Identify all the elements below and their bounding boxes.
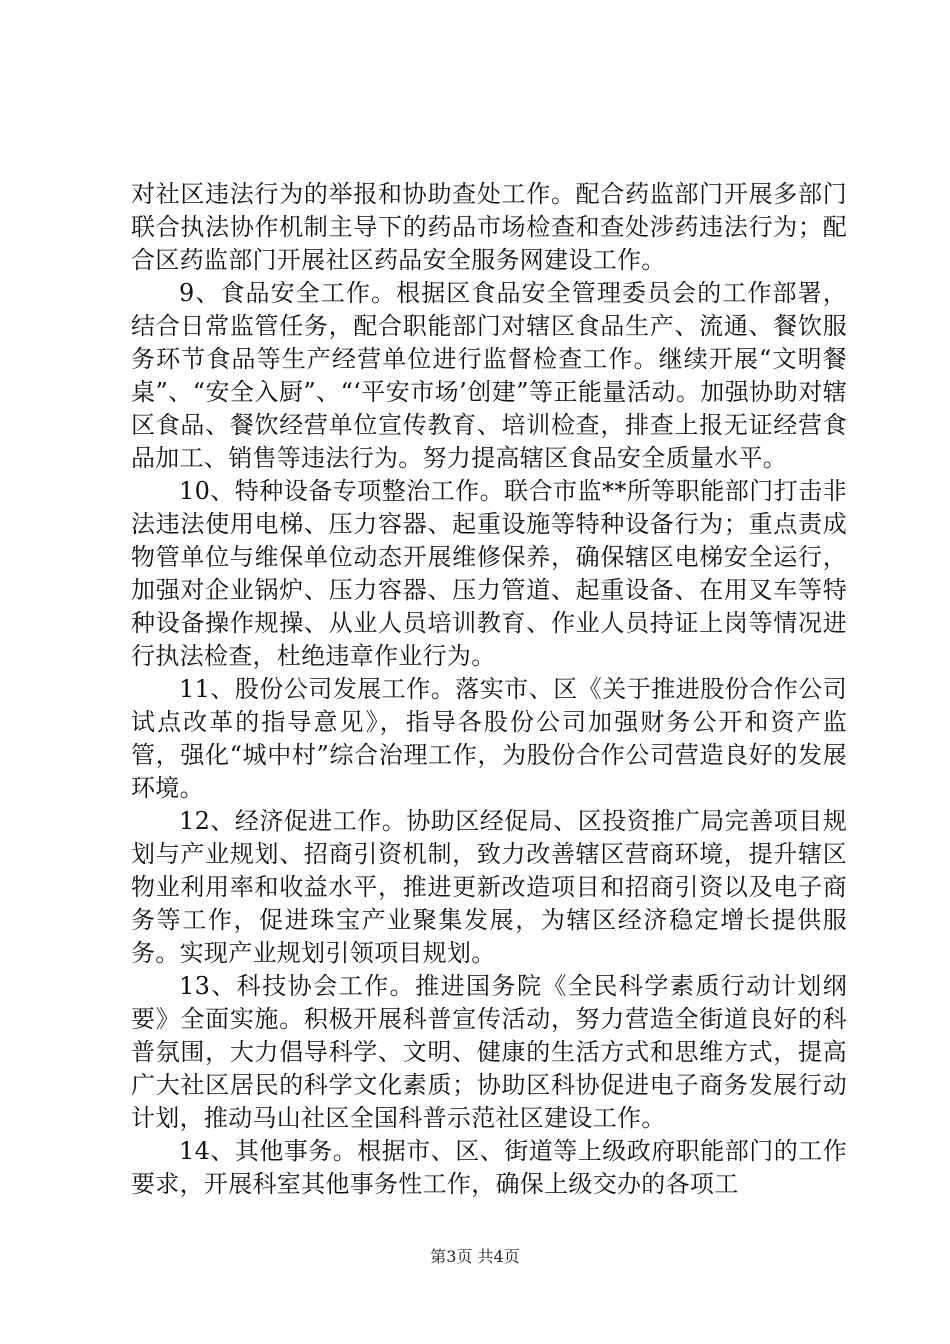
paragraph-1: 对社区违法行为的举报和协助查处工作。配合药监部门开展多部门联合执法协作机制主导下的药品市场检查和查处涉药违法行为；配合区药监部门开展社区药品安全服务网建设工作。 xyxy=(131,180,847,274)
document-body xyxy=(131,178,847,1201)
page-footer xyxy=(0,1244,950,1267)
paragraph-4: 11、股份公司发展工作。落实市、区《关于推进股份合作公司试点改革的指导意见》，指导各股份公司加强财务公开和资产监管，强化“城中村”综合治理工作，为股份合作公司营造良好的发展环境。 xyxy=(131,675,847,802)
paragraph-2: 9、食品安全工作。根据区食品安全管理委员会的工作部署，结合日常监管任务，配合职能部门对辖区食品生产、流通、餐饮服务环节食品等生产经营单位进行监督检查工作。继续开展“文明餐桌”、“安全入厨”、“‘平安市场’创建”等正能量活动。加强协助对辖区食品、餐饮经营单位宣传教育、培训检查，排查上报无证经营食品加工、销售等违法行为。努力提高辖区食品安全质量水平。 xyxy=(131,279,847,472)
page-number: 第3页 共4页 xyxy=(430,1247,520,1266)
paragraph-3: 10、特种设备专项整治工作。联合市监**所等职能部门打击非法违法使用电梯、压力容器、起重设施等特种设备行为；重点责成物管单位与维保单位动态开展维修保养，确保辖区电梯安全运行，加强对企业锅炉、压力容器、压力管道、起重设备、在用叉车等特种设备操作规操、从业人员培训教育、作业人员持证上岗等情况进行执法检查，杜绝违章作业行为。 xyxy=(131,477,847,670)
paragraph-6: 13、科技协会工作。推进国务院《全民科学素质行动计划纲要》全面实施。积极开展科普宣传活动，努力营造全街道良好的科普氛围，大力倡导科学、文明、健康的生活方式和思维方式，提高广大社区居民的科学文化素质；协助区科协促进电子商务发展行动计划，推动马山社区全国科普示范社区建设工作。 xyxy=(131,972,847,1132)
paragraph-7: 14、其他事务。根据市、区、街道等上级政府职能部门的工作要求，开展科室其他事务性工作，确保上级交办的各项工 xyxy=(131,1137,847,1198)
paragraph-5: 12、经济促进工作。协助区经促局、区投资推广局完善项目规划与产业规划、招商引资机制，致力改善辖区营商环境，提升辖区物业利用率和收益水平，推进更新改造项目和招商引资以及电子商务等工作，促进珠宝产业聚集发展，为辖区经济稳定增长提供服务。实现产业规划引领项目规划。 xyxy=(131,807,847,967)
